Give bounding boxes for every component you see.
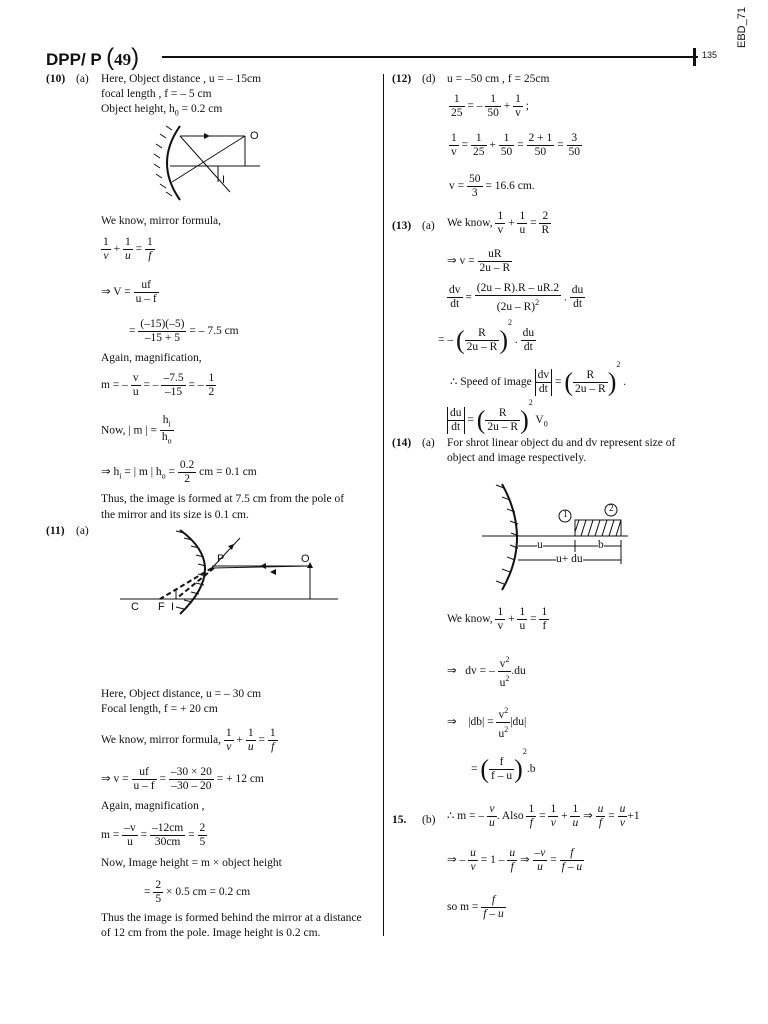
q14-answer: (a) xyxy=(422,437,435,449)
q10-line: Again, magnification, xyxy=(101,352,202,364)
fig-label: 2 xyxy=(609,503,614,513)
q11-number: (11) xyxy=(46,525,65,537)
q10-line: Thus, the image is formed at 7.5 cm from the pole of xyxy=(101,493,345,505)
side-code: EBD_71 xyxy=(736,7,748,48)
q14-line: For shrot linear object du and dv represent size of xyxy=(447,437,676,449)
q14-mirror-diagram xyxy=(480,480,630,592)
q11-line: Now, Image height = m × object height xyxy=(101,857,282,869)
q13-formula: = – ( $\frac{R}{2u - R}$ )$^2$ . $\frac{du}{dt}$ xyxy=(438,318,535,355)
q11-formula: = $\frac{2}{5}$ × 0.5 cm = 0.2 cm xyxy=(144,879,251,905)
q12-answer: (d) xyxy=(422,73,436,85)
page-title: DPP/ P (49) xyxy=(46,44,140,71)
q11-answer: (a) xyxy=(76,525,89,537)
q15-number: 15. xyxy=(392,814,407,826)
q11-formula: We know, mirror formula, $\frac{1}{v}$ + $\frac{1}{u}$ = $\frac{1}{f}$ xyxy=(101,727,276,753)
q12-number: (12) xyxy=(392,73,412,85)
header-rule-cap xyxy=(693,48,696,66)
q11-line: Thus the image is formed behind the mirror at a distance xyxy=(101,912,362,924)
q10-formula: Now, | m | = $\frac{h_i}{h_o}$ xyxy=(101,414,172,446)
fig-label: F xyxy=(158,601,165,613)
fig-label: u+ du xyxy=(556,553,583,565)
q10-formula: ⇒ $h_i$ = | m | $h_o$ = $\frac{0.2}{2}$ cm = 0.1 cm xyxy=(101,459,257,485)
q13-number: (13) xyxy=(392,220,412,232)
q15-formula: ⇒ – $\frac{u}{v}$ = 1 – $\frac{u}{f}$ ⇒ $\frac{-v}{u}$ = $\frac{f}{f - u}$ xyxy=(447,847,583,873)
q10-formula: ⇒ V = $\frac{uf}{u - f}$ xyxy=(101,279,157,305)
fig-label: O xyxy=(301,553,310,565)
q12-formula: v = $\frac{50}{3}$ = 16.6 cm. xyxy=(449,173,535,199)
q10-line: the mirror and its size is 0.1 cm. xyxy=(101,509,249,521)
q14-formula: ⇒ dv = – $\frac{v^2}{u^2}$ .du xyxy=(447,655,526,689)
q13-formula: $\frac{dv}{dt}$ = $\frac{(2u - R).R - uR.2}{(2u - R)^2}$ . $\frac{du}{dt}$ xyxy=(449,282,584,313)
q13-formula: ⇒ v = $\frac{uR}{2u - R}$ xyxy=(447,248,511,274)
q10-line: Object height, $h_0 = 0.2$ cm xyxy=(101,103,223,118)
q13-formula: We know, $\frac{1}{v}$ + $\frac{1}{u}$ = $\frac{2}{R}$ xyxy=(447,210,550,236)
q10-formula: = $\frac{(-15)(-5)}{-15 + 5}$ = – 7.5 cm xyxy=(129,318,239,344)
header-rule xyxy=(162,56,698,58)
q11-line: Again, magnification , xyxy=(101,800,205,812)
q13-formula: $\frac{du}{dt}$ = ( $\frac{R}{2u - R}$ )$^2$ $V_0$ xyxy=(447,398,548,435)
fig-label: I xyxy=(222,174,226,186)
q14-number: (14) xyxy=(392,437,412,449)
q14-line: object and image respectively. xyxy=(447,452,587,464)
q11-line: Here, Object distance, u = – 30 cm xyxy=(101,688,262,700)
fig-label: C xyxy=(131,601,139,613)
q11-formula: m = $\frac{-v}{u}$ = $\frac{-12cm}{30cm}$ = $\frac{2}{5}$ xyxy=(101,822,206,848)
q10-line: focal length , f = – 5 cm xyxy=(101,88,212,100)
q12-line: u = –50 cm , f = 25cm xyxy=(447,73,550,85)
page-number: 135 xyxy=(702,50,718,60)
q10-formula: m = – $\frac{v}{u}$ = – $\frac{-7.5}{-15}$ = – $\frac{1}{2}$ xyxy=(101,372,215,398)
fig-label: P xyxy=(217,553,225,565)
q12-formula: $\frac{1}{v}$ = $\frac{1}{25}$ + $\frac{1}{50}$ = $\frac{2 + 1}{50}$ = $\frac{3}{50}$ xyxy=(451,132,580,158)
q11-line: Focal length, f = + 20 cm xyxy=(101,703,218,715)
q15-formula: ∴ m = – $\frac{v}{u}$ . Also $\frac{1}{f}$ = $\frac{1}{v}$ + $\frac{1}{u}$ ⇒ $\frac{u}{f}$ = $\frac{u}{v}$ +1 xyxy=(447,803,640,829)
q11-line: of 12 cm from the pole. Image height is 0.2 cm. xyxy=(101,927,321,939)
q10-line: Here, Object distance , u = – 15cm xyxy=(101,73,262,85)
q10-line: We know, mirror formula, xyxy=(101,215,222,227)
q12-formula: $\frac{1}{25}$ = – $\frac{1}{50}$ + $\frac{1}{v}$ ; xyxy=(451,93,529,119)
fig-label: I xyxy=(171,601,175,613)
q10-formula: $\frac{1}{v}$ + $\frac{1}{u}$ = $\frac{1}{f}$ xyxy=(103,236,153,262)
q14-formula: ⇒ |db| = $\frac{v^2}{u^2}$ |du| xyxy=(447,706,527,740)
q13-answer: (a) xyxy=(422,220,435,232)
q11-mirror-diagram xyxy=(120,528,340,616)
q14-formula: = ( $\frac{f}{f - u}$ )$^2$.b xyxy=(471,747,536,784)
q13-formula: ∴ Speed of image $\frac{dv}{dt}$ = ( $\frac{R}{2u - R}$ )$^2$ . xyxy=(450,360,627,397)
fig-label: 1 xyxy=(563,509,568,519)
fig-label: b xyxy=(598,539,604,551)
q10-answer: (a) xyxy=(76,73,89,85)
fig-label: O xyxy=(250,130,259,142)
column-divider xyxy=(383,74,384,936)
q10-number: (10) xyxy=(46,73,66,85)
fig-label: u xyxy=(537,539,543,551)
q11-formula: ⇒ v = $\frac{uf}{u - f}$ = $\frac{-30 \times 20}{-30 - 20}$ = + 12 cm xyxy=(101,766,264,792)
q15-formula: so m = $\frac{f}{f - u}$ xyxy=(447,894,504,920)
q14-formula: We know, $\frac{1}{v}$ + $\frac{1}{u}$ = $\frac{1}{f}$ xyxy=(447,606,548,632)
q15-answer: (b) xyxy=(422,814,436,826)
